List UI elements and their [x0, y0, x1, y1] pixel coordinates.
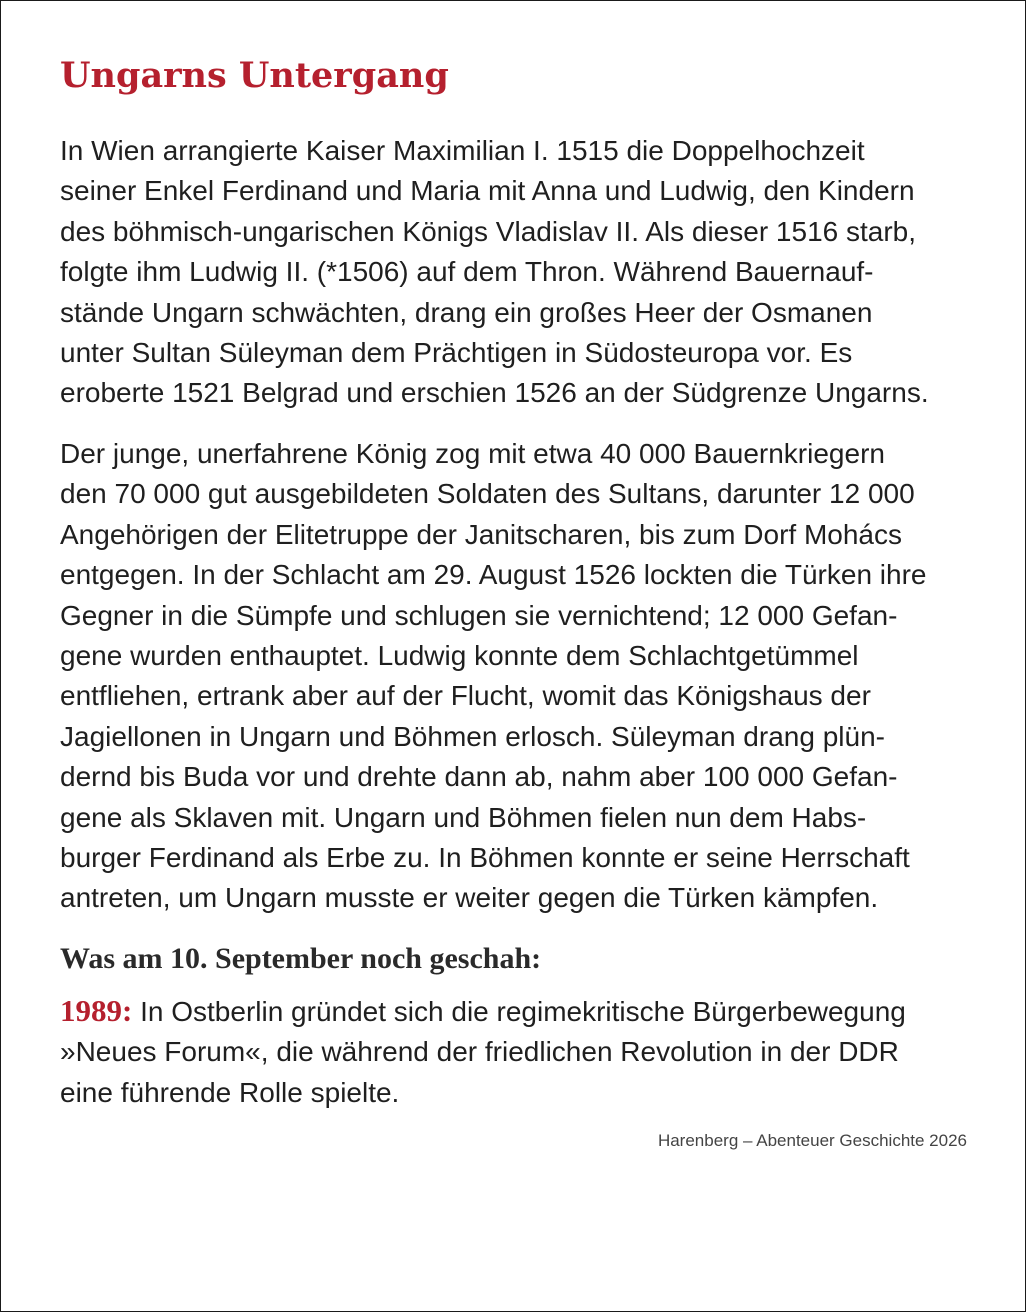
text-line: entgegen. In der Schlacht am 29. August 1526 lockten die Türken ihre — [60, 559, 927, 591]
text-line: entfliehen, ertrank aber auf der Flucht, womit das Königshaus der — [60, 680, 871, 712]
text-line: gene wurden enthauptet. Ludwig konnte dem Schlachtgetümmel — [60, 640, 859, 672]
text-line — [60, 991, 980, 1032]
event-text: In Ostberlin gründet sich die regimekritische Bürgerbewegung — [132, 996, 906, 1027]
text-line: Angehörigen der Elitetruppe der Janitscharen, bis zum Dorf Mohács — [60, 518, 902, 550]
event-entry — [60, 991, 980, 1113]
text-line: eine führende Rolle spielte. — [60, 1076, 400, 1108]
text-line: Jagiellonen in Ungarn und Böhmen erlosch. Süleyman drang plün- — [60, 720, 885, 752]
text-line: den 70 000 gut ausgebildeten Soldaten des Sultans, darunter 12 000 — [60, 478, 915, 510]
text-line: burger Ferdinand als Erbe zu. In Böhmen konnte er seine Herrschaft — [60, 842, 910, 874]
text-line: Gegner in die Sümpfe und schlugen sie vernichtend; 12 000 Gefan- — [60, 599, 898, 631]
text-line: antreten, um Ungarn musste er weiter gegen die Türken kämpfen. — [60, 882, 879, 914]
section-heading: Was am 10. September noch geschah: — [60, 942, 542, 975]
text-line: folgte ihm Ludwig II. (*1506) auf dem Thron. Während Bauernauf- — [60, 256, 874, 288]
page-title: Ungarns Untergang — [60, 55, 449, 96]
event-entry-text — [60, 991, 980, 1113]
text-line: »Neues Forum«, die während der friedlichen Revolution in der DDR — [60, 1036, 899, 1068]
text-line: eroberte 1521 Belgrad und erschien 1526 an der Südgrenze Ungarns. — [60, 377, 929, 409]
text-line: des böhmisch-ungarischen Königs Vladislav II. Als dieser 1516 starb, — [60, 215, 917, 247]
text-line: unter Sultan Süleyman dem Prächtigen in Südosteuropa vor. Es — [60, 337, 853, 369]
paragraph-intro — [60, 131, 980, 414]
paragraph-intro-text — [60, 131, 980, 414]
paragraph-battle-text — [60, 434, 980, 919]
text-line: gene als Sklaven mit. Ungarn und Böhmen fielen nun dem Habs- — [60, 801, 867, 833]
event-year: 1989: — [60, 993, 133, 1028]
text-line: stände Ungarn schwächten, drang ein großes Heer der Osmanen — [60, 296, 873, 328]
text-line: dernd bis Buda vor und drehte dann ab, nahm aber 100 000 Gefan- — [60, 761, 898, 793]
publisher-footer: Harenberg – Abenteuer Geschichte 2026 — [657, 1131, 967, 1150]
text-line: In Wien arrangierte Kaiser Maximilian I. 1515 die Doppelhochzeit — [60, 135, 865, 166]
text-line: Der junge, unerfahrene König zog mit etwa 40 000 Bauernkriegern — [60, 438, 885, 469]
text-line: seiner Enkel Ferdinand und Maria mit Anna und Ludwig, den Kindern — [60, 175, 915, 207]
paragraph-battle — [60, 434, 980, 919]
